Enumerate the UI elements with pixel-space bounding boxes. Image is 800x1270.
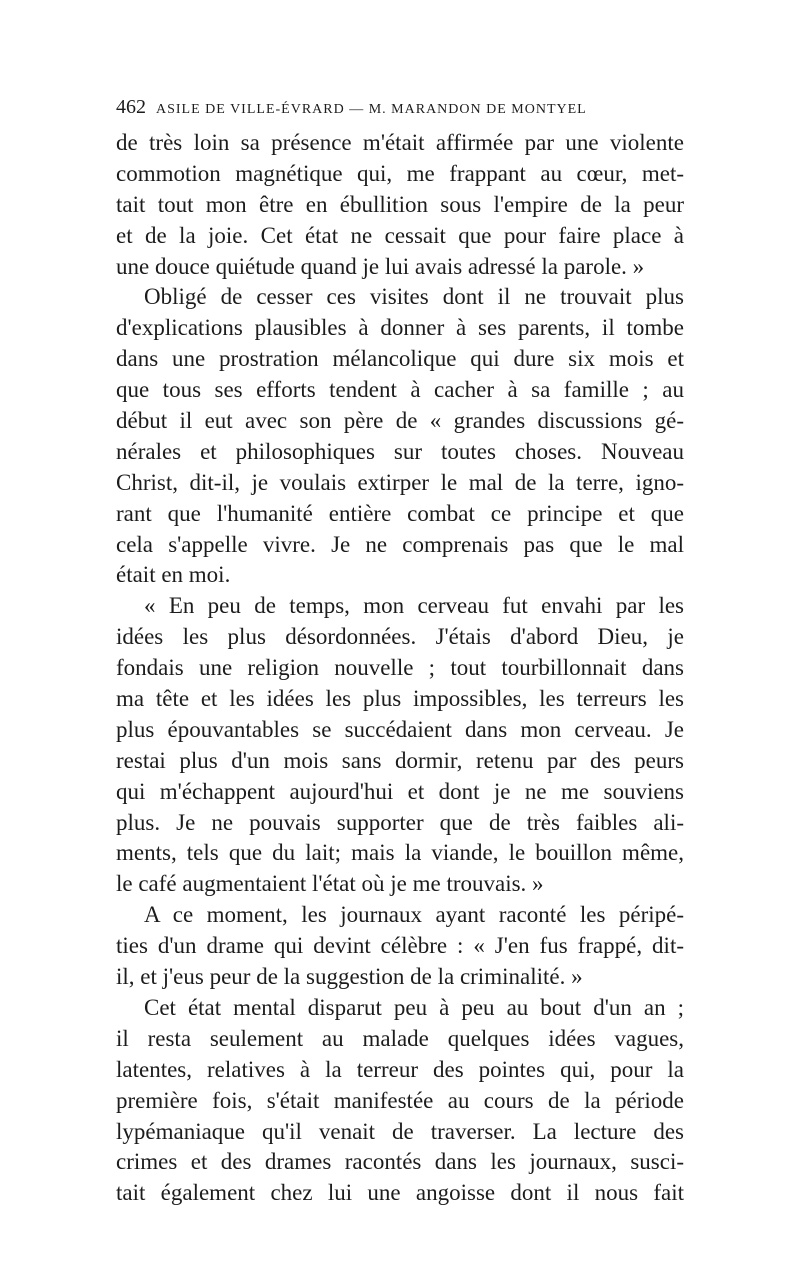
text-line: crimes et des drames racontés dans les journaux, susci-	[116, 1149, 684, 1175]
text-line: tait également chez lui une angoisse dont il nous fait	[116, 1180, 684, 1206]
text-line: tait tout mon être en ébullition sous l'empire de la peur	[116, 191, 684, 217]
text-line: restai plus d'un mois sans dormir, retenu par des peurs	[116, 747, 684, 773]
text-line: plus. Je ne pouvais supporter que de très faibles ali-	[116, 809, 684, 835]
text-line: et de la joie. Cet état ne cessait que pour faire place à	[116, 222, 684, 248]
text-line: que tous ses efforts tendent à cacher à sa famille ; au	[116, 377, 684, 403]
text-line: il, et j'eus peur de la suggestion de la criminalité. »	[116, 964, 583, 990]
text-line: première fois, s'était manifestée au cours de la période	[116, 1087, 684, 1113]
running-title: ASILE DE VILLE-ÉVRARD — M. MARANDON DE MONTYEL	[156, 102, 587, 117]
text-line: lypémaniaque qu'il venait de traverser. La lecture des	[116, 1118, 684, 1144]
text-line: d'explications plausibles à donner à ses parents, il tombe	[116, 315, 684, 341]
text-line: cela s'appelle vivre. Je ne comprenais pas que le mal	[116, 531, 684, 557]
text-line: dans une prostration mélancolique qui dure six mois et	[116, 346, 684, 372]
text-line: était en moi.	[116, 562, 231, 588]
text-line: une douce quiétude quand je lui avais adressé la parole. »	[116, 253, 645, 279]
text-line: nérales et philosophiques sur toutes choses. Nouveau	[116, 438, 684, 464]
text-line: plus épouvantables se succédaient dans mon cerveau. Je	[116, 716, 684, 742]
text-line: ties d'un drame qui devint célèbre : « J'en fus frappé, dit-	[116, 933, 684, 959]
text-line: latentes, relatives à la terreur des pointes qui, pour la	[116, 1056, 684, 1082]
page-number: 462	[116, 96, 146, 118]
text-line: ma tête et les idées les plus impossibles, les terreurs les	[116, 686, 684, 712]
text-line: Obligé de cesser ces visites dont il ne trouvait plus	[144, 284, 684, 310]
text-line: A ce moment, les journaux ayant raconté les péripé-	[144, 902, 684, 928]
text-line: le café augmentaient l'état où je me trouvais. »	[116, 871, 544, 897]
body-text	[116, 128, 684, 1209]
text-line: rant que l'humanité entière combat ce principe et que	[116, 500, 684, 526]
text-line: ments, tels que du lait; mais la viande, le bouillon même,	[116, 840, 684, 866]
text-line: de très loin sa présence m'était affirmée par une violente	[116, 130, 684, 155]
text-line: idées les plus désordonnées. J'étais d'abord Dieu, je	[116, 624, 684, 650]
text-line: Cet état mental disparut peu à peu au bout d'un an ;	[144, 994, 684, 1020]
text-line: qui m'échappent aujourd'hui et dont je ne me souviens	[116, 778, 684, 804]
text-line: commotion magnétique qui, me frappant au cœur, met-	[116, 160, 684, 186]
running-header	[116, 96, 680, 122]
text-line: « En peu de temps, mon cerveau fut envahi par les	[144, 593, 684, 619]
text-line: Christ, dit-il, je voulais extirper le mal de la terre, igno-	[116, 469, 684, 495]
text-line: fondais une religion nouvelle ; tout tourbillonnait dans	[116, 655, 684, 681]
text-line: début il eut avec son père de « grandes discussions gé-	[116, 408, 684, 434]
text-line: il resta seulement au malade quelques idées vagues,	[116, 1025, 684, 1051]
